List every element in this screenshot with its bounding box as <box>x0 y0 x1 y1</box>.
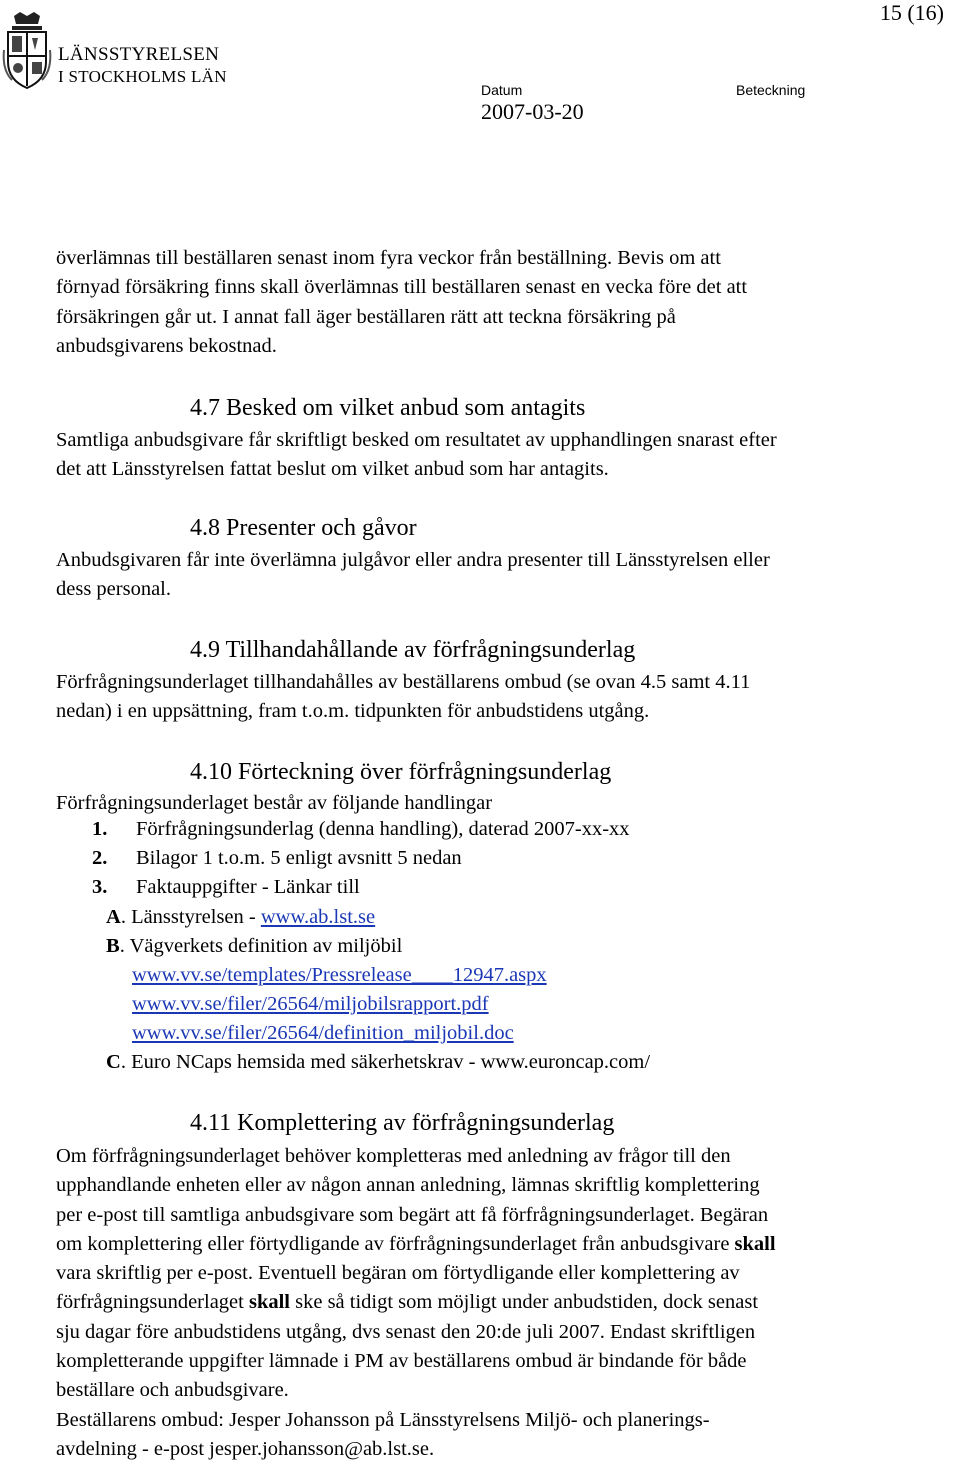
section-heading-4-10: 4.10 Förteckning över förfrågningsunderlag <box>190 759 612 785</box>
coat-of-arms-icon <box>2 10 52 90</box>
sublist-text: . Vägverkets definition av miljöbil <box>119 935 403 957</box>
lansstyrelsen-link[interactable]: www.ab.lst.se <box>260 906 376 928</box>
text-line: Förfrågningsunderlaget tillhandahålles av beställarens ombud (se ovan 4.5 samt 4.11 <box>56 671 751 693</box>
page-number: 15 (16) <box>879 0 944 25</box>
sublist-text: . Euro NCaps hemsida med säkerhetskrav - www.euroncap.com/ <box>120 1051 651 1073</box>
text-line: kompletterande uppgifter lämnade i PM av beställarens ombud är bindande för både <box>56 1350 747 1373</box>
text-line: förfrågningsunderlaget skall ske så tidigt som möjligt under anbudstiden, dock senast <box>56 1291 759 1314</box>
text-line: nedan) i en uppsättning, fram t.o.m. tidpunkten för anbudstidens utgång. <box>56 700 650 723</box>
section-heading-4-7: 4.7 Besked om vilket anbud som antagits <box>190 395 586 421</box>
sublist-item-c <box>106 1051 650 1074</box>
text-line: Om förfrågningsunderlaget behöver kompletteras med anledning av frågor till den <box>56 1145 731 1167</box>
section-4-11-paragraph <box>56 1142 956 1464</box>
section-4-7-paragraph <box>56 426 956 485</box>
emphasis-skall: skall <box>248 1291 290 1314</box>
pressrelease-link[interactable]: www.vv.se/templates/Pressrelease____12947.aspx <box>132 964 547 986</box>
sublist-letter: A <box>106 906 121 928</box>
list-number: 3. <box>92 876 108 898</box>
section-4-10-intro: Förfrågningsunderlaget består av följande handlingar <box>56 792 493 814</box>
text-line: per e-post till samtliga anbudsgivare som begärt att få förfrågningsunderlaget. Begäran <box>56 1203 769 1226</box>
text-line: om komplettering eller förtydligande av förfrågningsunderlaget från anbudsgivare skall <box>56 1232 776 1255</box>
definition-miljobil-link[interactable]: www.vv.se/filer/26564/definition_miljobil.doc <box>132 1022 514 1044</box>
intro-paragraph <box>56 244 946 361</box>
agency-name: LÄNSSTYRELSEN <box>58 44 220 65</box>
text-line: överlämnas till beställaren senast inom fyra veckor från beställning. Bevis om att <box>56 247 721 269</box>
text-line: Samtliga anbudsgivare får skriftligt besked om resultatet av upphandlingen snarast efter <box>56 429 777 451</box>
text-line: vara skriftlig per e-post. Eventuell begäran om förtydligande eller komplettering av <box>56 1262 740 1285</box>
section-heading-4-11: 4.11 Komplettering av förfrågningsunderlag <box>190 1110 615 1136</box>
text-line: förnyad försäkring finns skall överlämnas till beställaren senast en vecka före det att <box>56 276 748 299</box>
text-line: upphandlande enheten eller av någon annan anledning, lämnas skriftlig komplettering <box>56 1174 760 1197</box>
text-line: det att Länsstyrelsen fattat beslut om vilket anbud som har antagits. <box>56 458 609 481</box>
section-heading-4-8: 4.8 Presenter och gåvor <box>190 515 417 541</box>
list-text: Förfrågningsunderlag (denna handling), daterad 2007-xx-xx <box>136 818 630 840</box>
section-heading-4-9: 4.9 Tillhandahållande av förfrågningsunderlag <box>190 637 636 663</box>
reference-label: Beteckning <box>736 82 806 98</box>
sublist-item-a <box>106 906 375 929</box>
list-text: Bilagor 1 t.o.m. 5 enligt avsnitt 5 nedan <box>136 847 462 869</box>
list-text: Faktauppgifter - Länkar till <box>136 876 360 898</box>
document-date: 2007-03-20 <box>481 99 584 124</box>
sublist-item-b <box>106 935 402 958</box>
text-line: Anbudsgivaren får inte överlämna julgåvor eller andra presenter till Länsstyrelsen eller <box>56 549 770 571</box>
text-line: dess personal. <box>56 578 172 601</box>
text-line: beställare och anbudsgivare. <box>56 1379 289 1402</box>
section-4-9-paragraph <box>56 668 956 727</box>
text-line: anbudsgivarens bekostnad. <box>56 334 277 357</box>
text-line: försäkringen går ut. I annat fall äger beställaren rätt att teckna försäkring på <box>56 305 676 328</box>
miljobilsrapport-link[interactable]: www.vv.se/filer/26564/miljobilsrapport.pdf <box>132 993 489 1015</box>
text-line: sju dagar före anbudstidens utgång, dvs senast den 20:de juli 2007. Endast skriftligen <box>56 1320 756 1343</box>
agency-region: I STOCKHOLMS LÄN <box>58 67 227 86</box>
list-number: 1. <box>92 818 108 840</box>
list-number: 2. <box>92 847 108 869</box>
sublist-letter: C <box>106 1051 121 1073</box>
sublist-text: . Länsstyrelsen - <box>120 906 261 928</box>
sublist-letter: B <box>106 935 120 957</box>
contact-line: Beställarens ombud: Jesper Johansson på Länsstyrelsens Miljö- och planerings- <box>56 1408 710 1431</box>
agency-logo <box>2 10 242 96</box>
section-4-8-paragraph <box>56 546 956 605</box>
emphasis-skall: skall <box>734 1232 776 1255</box>
contact-email-line: avdelning - e-post jesper.johansson@ab.lst.se. <box>56 1437 435 1460</box>
date-label: Datum <box>481 82 523 98</box>
